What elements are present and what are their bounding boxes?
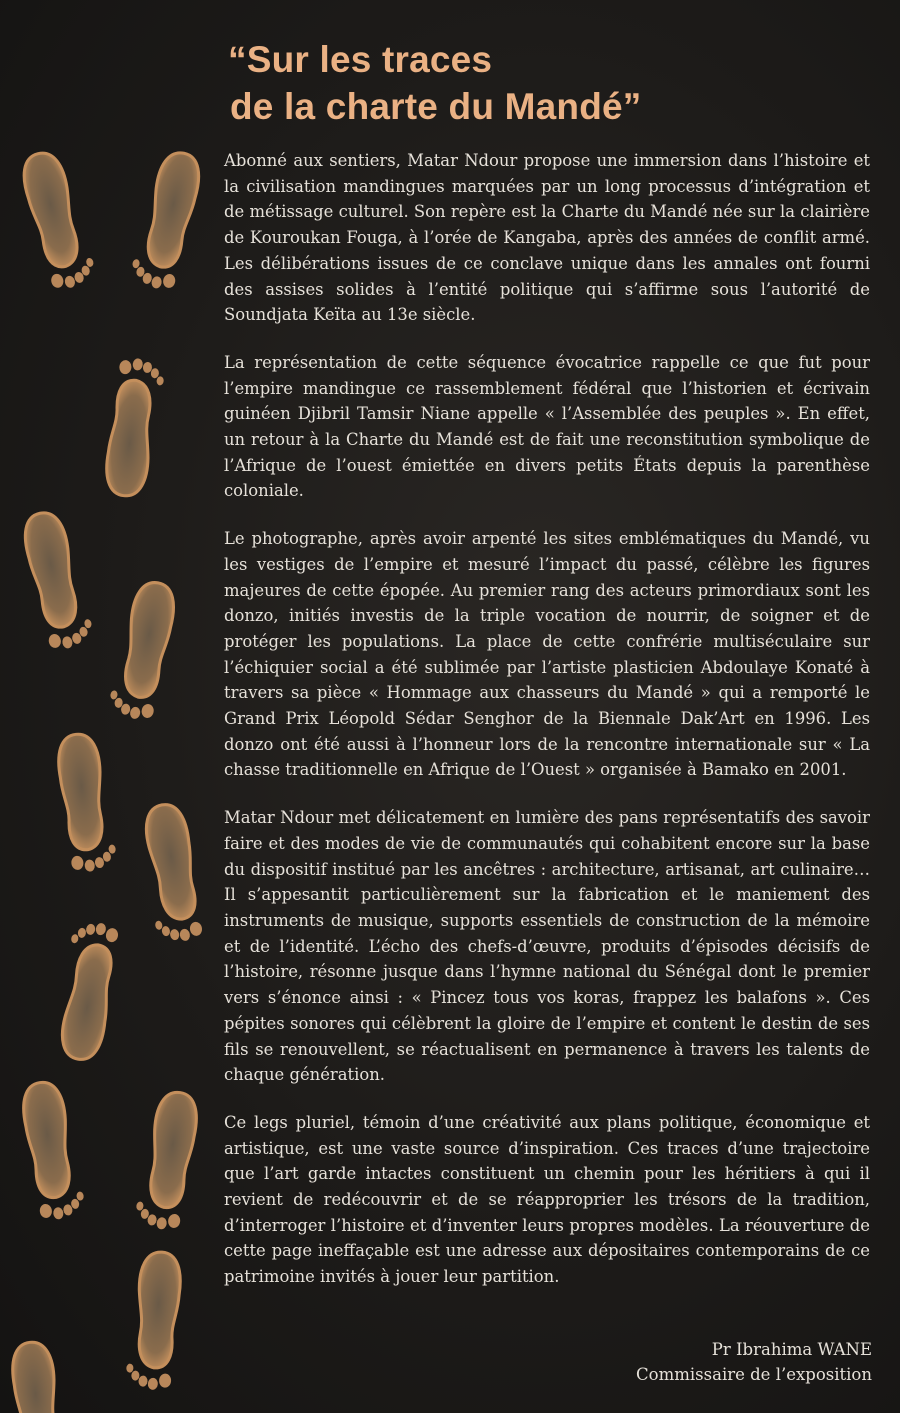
- footprints-decoration: [0, 150, 215, 1413]
- footprint-4: [20, 508, 96, 653]
- paragraph-5: Ce legs pluriel, témoin d’une créativité aux plans politique, économique et artistique, est une vaste source d’inspiration. Ces traces d’une trajectoire que l’art garde intactes constituent un chemin pour les héritiers à qui il revient de redécouvrir et de se réapproprier les trésors de la tradition, d’interroger l’histoire et d’inventer leurs propres modèles. La réouverture de cette page ineffaçable est une adresse aux dépositaires contemporains de ce patrimoine invités à jouer leur partition.: [224, 1112, 870, 1287]
- paragraph-1: Abonné aux sentiers, Matar Ndour propose une immersion dans l’histoire et la civilisation mandingues marquées par un long processus d’intégration et de métissage culturel. Son repère est la Charte du Mandé née sur la clairière de Kouroukan Fouga, à l’orée de Kangaba, après des années de conflit armé. Les délibérations issues de ce conclave unique dans les annales ont fourni des assises solides à l’entité politique qui s’affirme sous l’autorité de Soundjata Keïta au 13e siècle.: [224, 151, 870, 325]
- signature-name: Pr Ibrahima WANE: [711, 1340, 872, 1359]
- paragraph-2: La représentation de cette séquence évocatrice rappelle ce que fut pour l’empire mandingue ce rassemblement fédéral que l’historien et écrivain guinéen Djibril Tamsir Niane appelle « l’Assemblée des peuples ». En effet, un retour à la Charte du Mandé est de fait une reconstitution symbolique de l’Afrique de l’ouest émiettée en divers petits États depuis la parenthèse coloniale.: [224, 352, 870, 501]
- footprint-8: [51, 918, 122, 1062]
- footprint-3: [104, 356, 166, 498]
- footprint-9: [20, 1079, 87, 1222]
- signature: [636, 1337, 872, 1387]
- footprint-1: [18, 150, 98, 293]
- footprint-12: [10, 1339, 72, 1413]
- footprint-11: [125, 1250, 182, 1391]
- paragraph-4: Matar Ndour met délicatement en lumière des pans représentatifs des savoir faire et des modes de vie de communautés qui cohabitent encore sur la base du dispositif institué par les ancêtres : architecture, artisanat, art culinaire… Il s’appesantit particulièrement sur la fabrication et le maniement des instruments de musique, supports essentiels de construction de la mémoire et de l’identité. L’écho des chefs-d’œuvre, produits d’épisodes décisifs de l’histoire, résonne jusque dans l’hymne national du Sénégal dont le premier vers s’énonce ainsi : « Pincez tous vos koras, frappez les balafons ». Ces pépites sonores qui célèbrent la gloire de l’empire et content le destin de ses fils se renouvellent, se réactualisent en permanence à travers les talents de chaque génération.: [224, 808, 870, 1085]
- footprint-2: [128, 150, 204, 292]
- title-line-2: de la charte du Mandé”: [230, 86, 642, 127]
- footprint-10: [134, 1089, 201, 1232]
- footprint-6: [56, 731, 118, 873]
- signature-role: Commissaire de l’exposition: [636, 1365, 872, 1384]
- page-title: [228, 36, 788, 130]
- title-line-1: “Sur les traces: [228, 39, 493, 80]
- body-text: [224, 148, 870, 1312]
- footprint-7: [135, 801, 206, 945]
- paragraph-3: Le photographe, après avoir arpenté les sites emblématiques du Mandé, vu les vestiges de l’empire et mesuré l’impact du passé, célèbre les figures majeures de cette épopée. Au premier rang des acteurs primordiaux sont les donzo, initiés investis de la triple vocation de nourrir, de soigner et de protéger les populations. La place de cette confrérie multiséculaire sur l’échiquier social a été sublimée par l’artiste plasticien Abdoulaye Konaté à travers sa pièce « Hommage aux chasseurs du Mandé » qui a remporté le Grand Prix Léopold Sédar Senghor de la Biennale Dak’Art en 1996. Les donzo ont été aussi à l’honneur lors de la rencontre internationale sur « La chasse traditionnelle en Afrique de l’Ouest » organisée à Bamako en 2001.: [224, 529, 870, 780]
- footprint-5: [107, 578, 178, 722]
